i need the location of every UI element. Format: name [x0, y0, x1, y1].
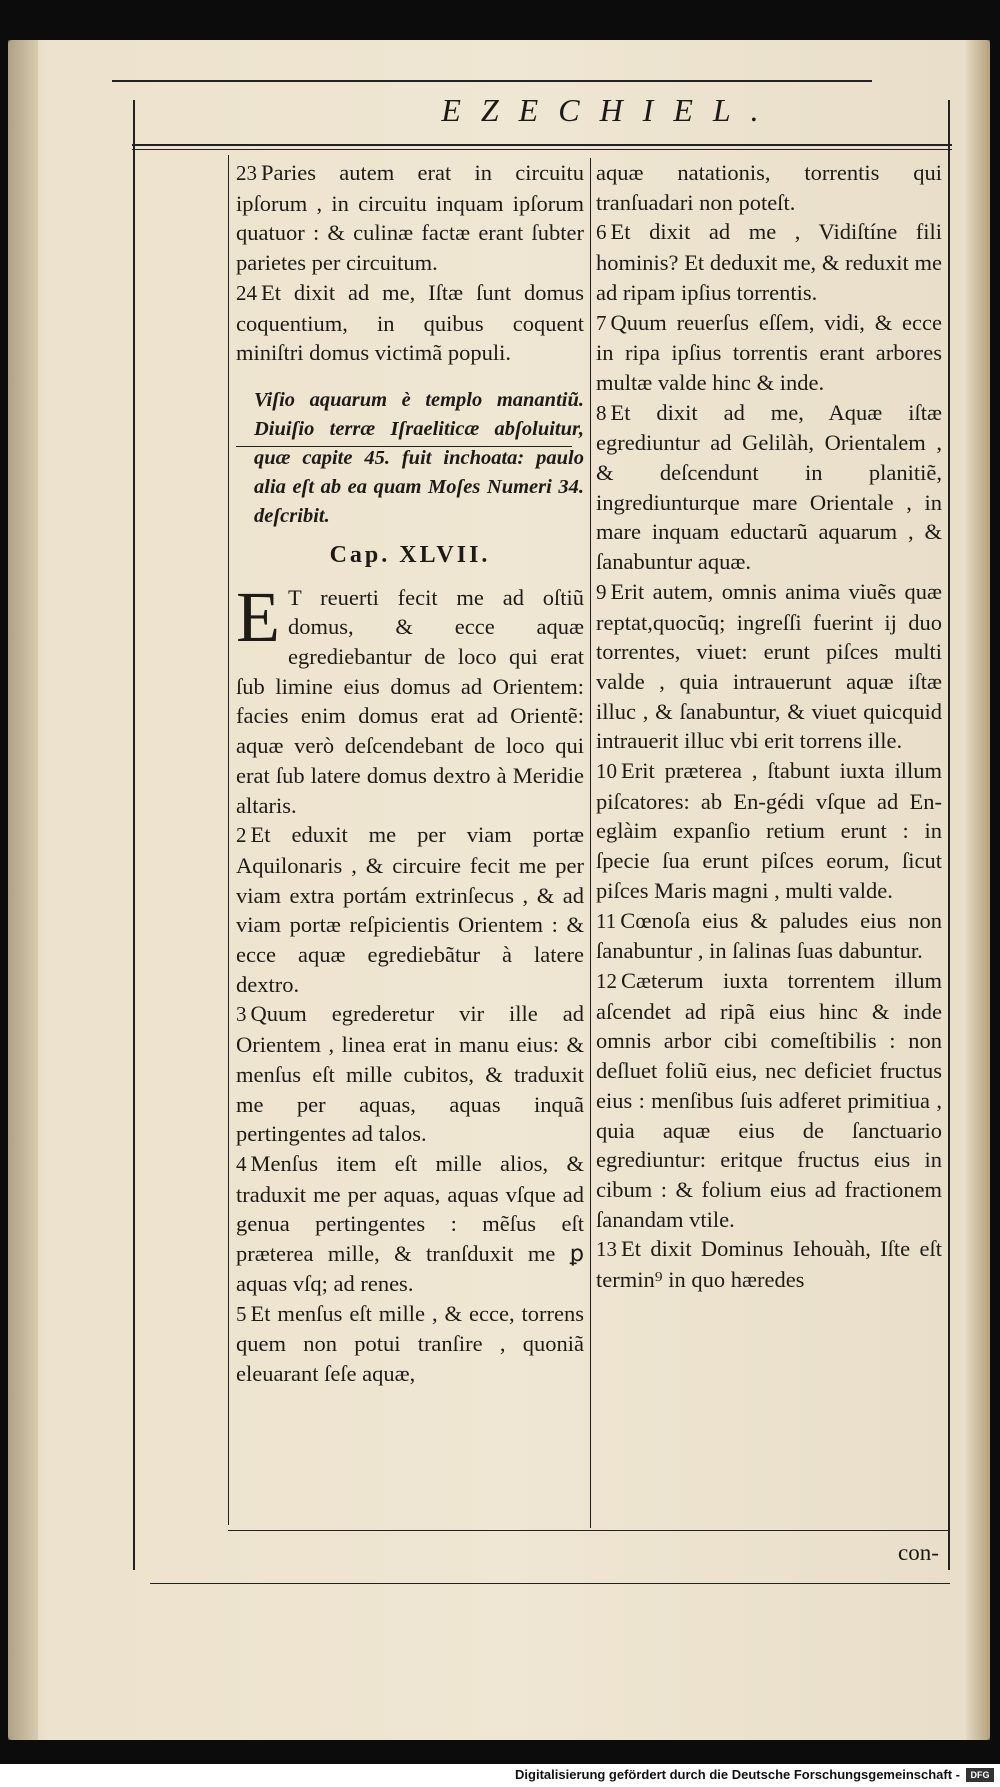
- top-rule-outer: [112, 80, 872, 82]
- drop-cap: E: [236, 576, 280, 657]
- head-rule-double-2: [132, 149, 952, 150]
- verse-12: [596, 966, 942, 1234]
- left-text-rule: [228, 155, 229, 1525]
- verse-text: Et dixit ad me , Vidiſtíne fili hominis? Et deduxit me, & reduxit me ad ripam ipſius torrentis.: [596, 219, 942, 305]
- verse-number: 23: [236, 161, 257, 185]
- digitization-footer: [0, 1764, 1000, 1787]
- verse-number: 7: [596, 310, 607, 335]
- verse-number: 6: [596, 220, 607, 245]
- verse-23: [236, 158, 584, 278]
- verse-text: Et dixit Dominus Iehouàh, Iſte eſt termin⁹ in quo hæredes: [596, 1236, 942, 1293]
- verse-text: Erit autem, omnis anima viuẽs quæ reptat,quocũq; ingreſſi fuerint ij duo torrentes, viuet: erunt piſces multi valde , quia intrauerunt aquæ iſtæ illuc , & ſanabuntur, & viuet quicquid intrauerit illuc vbi erit torrens ille.: [596, 578, 942, 754]
- bottom-rule-outer: [150, 1583, 950, 1584]
- right-column: [596, 158, 942, 1295]
- verse-text: Quum reuerſus eſſem, vidi, & ecce in ripa ipſius torrentis erant arbores multæ valde hinc & inde.: [596, 309, 942, 395]
- verse-6: [596, 217, 942, 307]
- left-margin-rule: [133, 100, 135, 1570]
- verse-24: [236, 278, 584, 368]
- verse-9: [596, 577, 942, 756]
- verse-text: Quum egrederetur vir ille ad Orientem , linea erat in manu eius: & menſus eſt mille cubitos, & traduxit me per aquas, aquas inquã pertingentes ad talos.: [236, 1001, 584, 1147]
- chapter-summary: [236, 386, 584, 531]
- verse-number: 2: [236, 823, 247, 848]
- chapter-heading: Cap. XLVII.: [329, 541, 491, 568]
- verse-8: [596, 398, 942, 577]
- verse-text: Et dixit ad me, Iſtæ ſunt domus coquentium, in quibus coquent miniſtri domus victimã populi.: [236, 279, 584, 366]
- verse-number: 11: [596, 908, 617, 933]
- verse-number: 5: [236, 1301, 247, 1326]
- column-divider-rule: [590, 158, 591, 1528]
- verse-number: 24: [236, 280, 257, 305]
- right-margin-rule: [948, 100, 950, 1570]
- left-column: [236, 158, 584, 1389]
- verse-3: [236, 999, 584, 1149]
- verse-5-continued: [596, 158, 942, 217]
- page-edge-left: [8, 40, 38, 1740]
- verse-2: [236, 820, 584, 999]
- verse-1: [236, 576, 584, 821]
- bottom-rule: [228, 1530, 948, 1531]
- verse-5: [236, 1299, 584, 1389]
- verse-number: 9: [596, 579, 607, 604]
- page-edge-right: [966, 40, 990, 1740]
- verse-text: aquæ natationis, torrentis qui tranſuadari non poteſt.: [596, 160, 942, 215]
- verse-4: [236, 1149, 584, 1299]
- verse-13: [596, 1234, 942, 1294]
- verse-text: Cæterum iuxta torrentem illum aſcendet ad ripã eius hinc & inde omnis arbor cibi comeſtibilis : non deſluet foliũ eius, nec deficiet fructus eius : menſibus ſuis adferet primitiua , quia aquæ eius de ſanctuario egrediuntur: eritque fructus eius in cibum : & folium eius ad fractionem ſanandam vtile.: [596, 967, 942, 1232]
- head-rule-double-1: [132, 144, 952, 146]
- verse-10: [596, 756, 942, 906]
- verse-7: [596, 308, 942, 398]
- dfg-logo-icon: DFG: [966, 1768, 994, 1782]
- verse-text: Menſus item eſt mille alios, & traduxit me per aquas, aquas vſque ad genua pertingentes : mẽſus eſt præterea mille, & tranſduxit me ꝑ aquas vſq; ad renes.: [236, 1150, 584, 1296]
- verse-text: Paries autem erat in circuitu ipſorum , in circuitu inquam ipſorum quatuor : & culinæ factæ erant ſubter parietes per circuitum.: [236, 160, 584, 276]
- verse-number: 12: [596, 968, 617, 993]
- verse-number: 3: [236, 1002, 247, 1027]
- verse-text: Cœnoſa eius & paludes eius non ſanabuntur , in ſalinas ſuas dabuntur.: [596, 907, 942, 964]
- verse-text: Et menſus eſt mille , & ecce, torrens quem non potui tranſire , quoniã eleuarant ſeſe aquæ,: [236, 1300, 584, 1386]
- running-head: EZECHIEL.: [441, 92, 779, 128]
- verse-number: 4: [236, 1151, 247, 1176]
- verse-number: 13: [596, 1237, 617, 1262]
- verse-text: T reuerti fecit me ad oſtiũ domus, & ecce aquæ egrediebantur de loco qui erat ſub limine eius domus ad Orientem: facies enim domus erat ad Orientẽ: aquæ verò deſcendebant de loco qui erat ſub latere domus dextro à Meridie altaris.: [236, 584, 584, 818]
- verse-number: 10: [596, 759, 617, 784]
- footer-credit-text: Digitalisierung gefördert durch die Deutsche Forschungsgemeinschaft -: [515, 1767, 960, 1782]
- verse-11: [596, 906, 942, 966]
- catchword: con-: [898, 1540, 939, 1565]
- verse-text: Erit præterea , ſtabunt iuxta illum piſcatores: ab En-gédi vſque ad En-eglàim expanſio retium erunt : in ſpecie ſua erunt piſces eorum, ſicut piſces Maris magni , multi valde.: [596, 758, 942, 903]
- verse-text: Et eduxit me per viam portæ Aquilonaris , & circuire fecit me per viam extra portám extrinſecus , & ad viam portæ reſpicientis Orientem : & ecce aquæ egrediebãtur à latere dextro.: [236, 822, 584, 997]
- summary-text: Viſio aquarum è templo manantiũ. Diuiſio terræ Iſraeliticæ abſoluitur, quæ capite 45. fuit inchoata: paulo alia eſt ab ea quam Moſes Numeri 34. deſcribit.: [254, 388, 584, 527]
- verse-number: 8: [596, 400, 607, 425]
- verse-text: Et dixit ad me, Aquæ iſtæ egrediuntur ad Gelilàh, Orientalem , & deſcendunt in planitiẽ, ingrediunturque mare Orientale , in mare inquam eductarũ aquarum , & ſanabuntur aquæ.: [596, 399, 942, 575]
